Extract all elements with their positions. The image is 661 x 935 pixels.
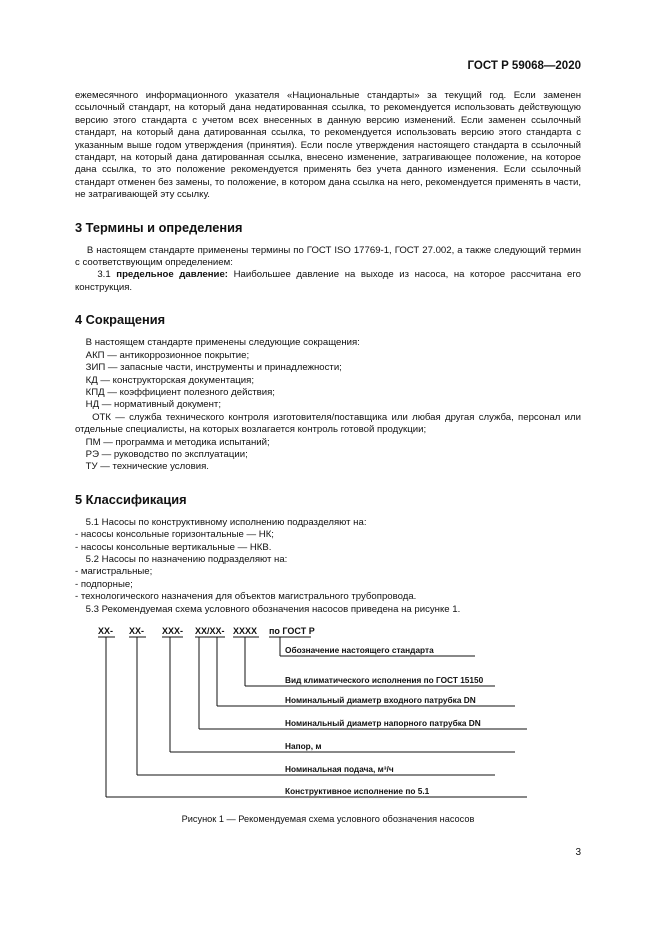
section-5-title: 5 Классификация (75, 491, 187, 507)
code-segment-1: ХХ- (98, 626, 114, 636)
label-flow-rate: Номинальная подача, м³/ч (285, 764, 394, 774)
term-definition: Наибольшее давление на выходе из насоса, на которое рассчитана его конструкция. (75, 269, 582, 293)
abbreviation-item: ОТК — служба технического контроля изготовителя/поставщика или любая другая служба, персонал или отдельные специалисты, на которых возлагается контроль готовой продукции; (75, 411, 581, 436)
clause-5-2-item: - подпорные; (75, 578, 133, 590)
clause-5-2: 5.2 Насосы по назначению подразделяют на: (85, 553, 288, 565)
label-standard-designation: Обозначение настоящего стандарта (285, 645, 434, 655)
clause-5-2-item: - магистральные; (75, 566, 153, 578)
abbreviation-item: НД — нормативный документ; (85, 399, 221, 411)
designation-diagram (75, 620, 581, 812)
intro-paragraph: ежемесячного информационного указателя «Национальные стандарты» за текущий год. Если заменен ссылочный стандарт, на который дана недатированная ссылка, то рекомендуется использовать действующую версию этого стандарта с учетом всех внесенных в данную версию изменений. Если заменен ссылочный стандарт, на который дана датированная ссылка, то рекомендуется использовать версию этого стандарта с указанным выше годом утверждения (принятия). Если после утверждения настоящего стандарта в ссылочный стандарт, на который дана датированная ссылка, внесено изменение, затрагивающее положение, на которое дана ссылка, то это положение рекомендуется применять без учета данного изменения. Если ссылочный стандарт отменен без замены, то положение, в котором дана ссылка на него, рекомендуется применять в части, не затрагивающей эту ссылку. (75, 90, 581, 201)
abbreviation-item: ЗИП — запасные части, инструменты и принадлежности; (85, 362, 342, 374)
abbreviations-list (75, 337, 581, 473)
label-design-version: Конструктивное исполнение по 5.1 (285, 786, 430, 796)
label-climatic-version: Вид климатического исполнения по ГОСТ 15150 (285, 675, 484, 685)
code-segment-4: ХХ/ХХ- (195, 626, 225, 636)
abbreviation-item: ТУ — технические условия. (85, 461, 209, 473)
code-segment-3: ХХХ- (162, 626, 184, 636)
label-head: Напор, м (285, 741, 322, 751)
clause-5-1: 5.1 Насосы по конструктивному исполнению подразделяют на: (85, 516, 367, 528)
designation-scheme-svg (75, 620, 581, 812)
code-segment-2: ХХ- (129, 626, 145, 636)
document-code-header: ГОСТ Р 59068—2020 (467, 60, 581, 72)
abbreviation-item: ПМ — программа и методика испытаний; (85, 436, 270, 448)
clause-5-1-item: - насосы консольные вертикальные — НКВ. (75, 541, 272, 553)
section-3-title: 3 Термины и определения (75, 219, 243, 235)
section-3-paragraph: В настоящем стандарте применены термины по ГОСТ ISO 17769-1, ГОСТ 27.002, а также следующий термин с соответствующим определением: (75, 244, 581, 269)
abbreviations-intro: В настоящем стандарте применены следующие сокращения: (85, 337, 360, 349)
label-outlet-diameter: Номинальный диаметр напорного патрубка DN (285, 718, 481, 728)
classification-list (75, 517, 581, 616)
abbreviation-item: РЭ — руководство по эксплуатации; (85, 448, 248, 460)
abbreviation-item: КД — конструкторская документация; (85, 374, 254, 386)
page-number: 3 (575, 847, 581, 858)
term-3-1 (75, 269, 581, 294)
label-inlet-diameter: Номинальный диаметр входного патрубка DN (285, 695, 476, 705)
section-4-title: 4 Сокращения (75, 312, 166, 328)
figure-caption: Рисунок 1 — Рекомендуемая схема условного обозначения насосов (181, 814, 475, 824)
clause-5-3: 5.3 Рекомендуемая схема условного обозначения насосов приведена на рисунке 1. (85, 603, 461, 615)
clause-5-2-item: - технологического назначения для объектов магистрального трубопровода. (75, 591, 417, 603)
abbreviation-item: АКП — антикоррозионное покрытие; (85, 349, 250, 361)
page-content (75, 90, 581, 824)
term-number: 3.1 (97, 269, 111, 281)
code-segment-5: ХХХХ (233, 626, 258, 636)
term-name: предельное давление: (116, 269, 228, 281)
code-segment-6: по ГОСТ Р (269, 626, 315, 636)
clause-5-1-item: - насосы консольные горизонтальные — НК; (75, 529, 274, 541)
abbreviation-item: КПД — коэффициент полезного действия; (85, 386, 275, 398)
